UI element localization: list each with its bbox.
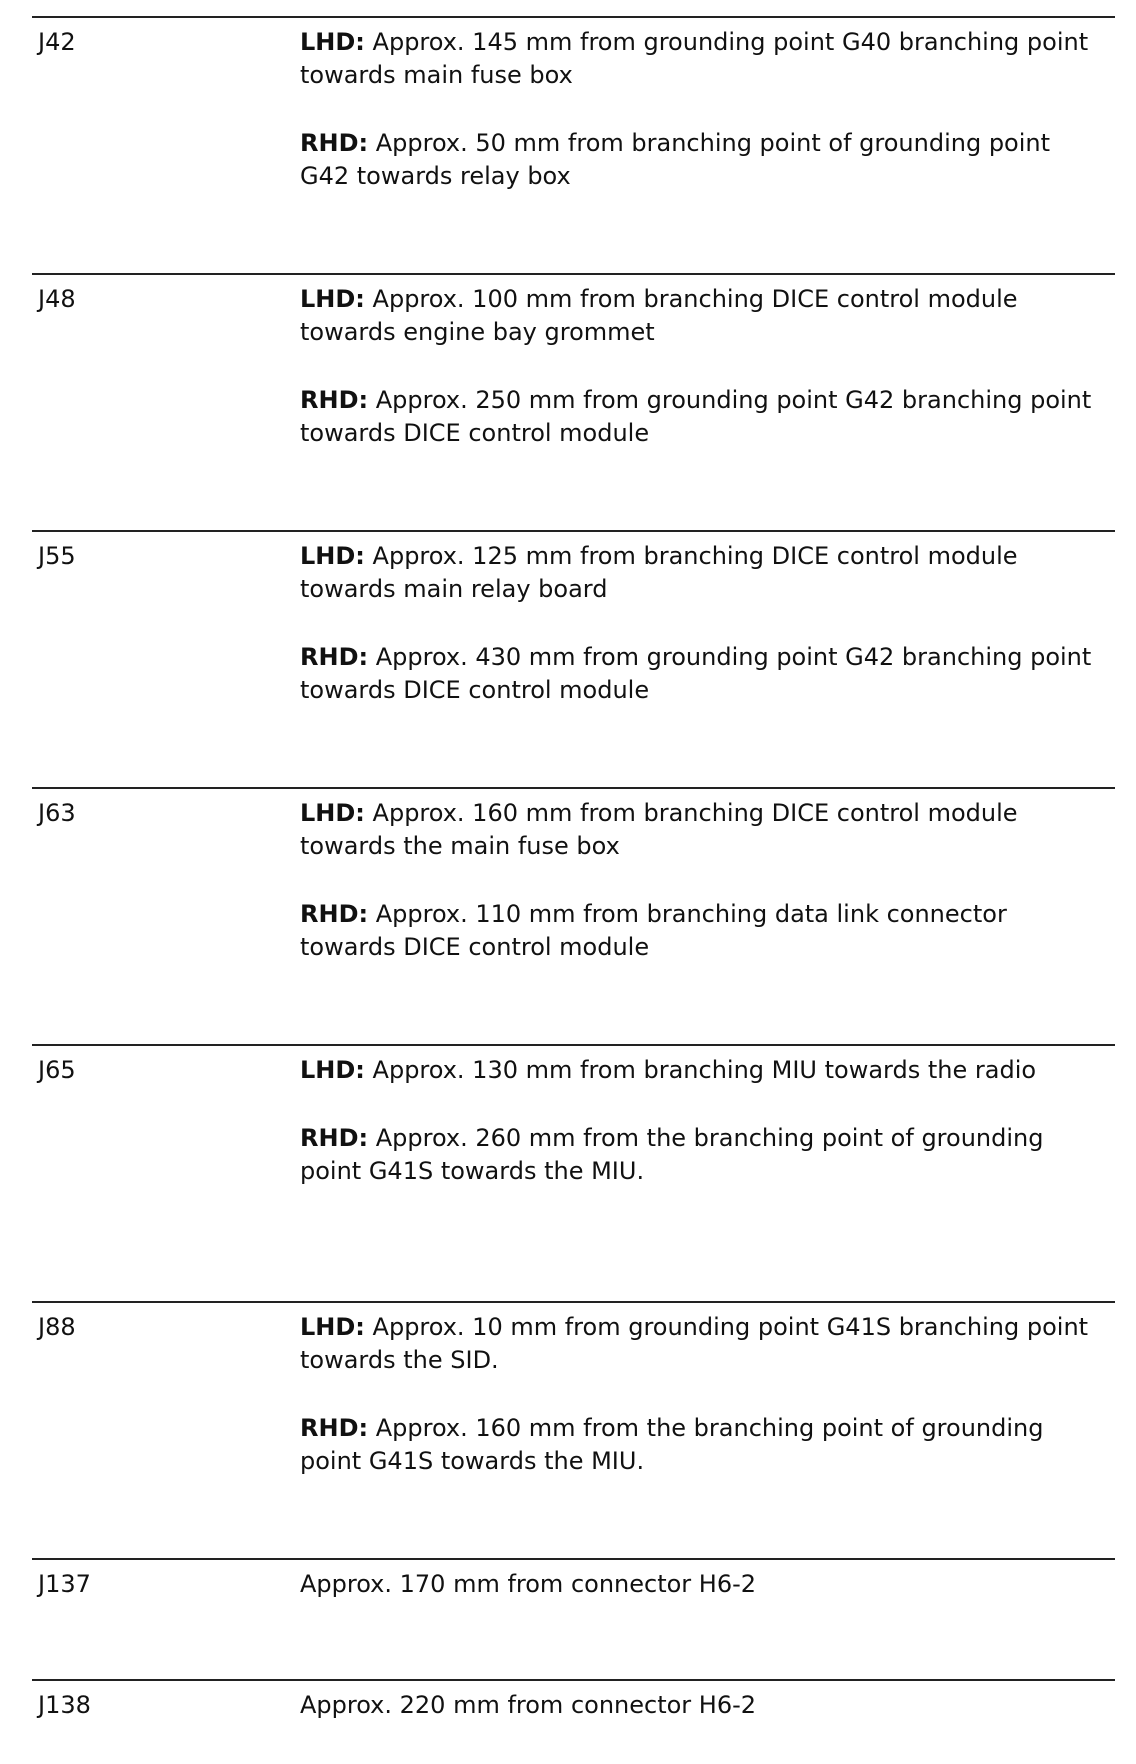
splice-id: J88 xyxy=(38,1313,76,1341)
splice-description xyxy=(300,283,1100,450)
splice-id: J48 xyxy=(38,285,76,313)
rhd-paragraph xyxy=(300,1122,1100,1188)
rhd-label: RHD: xyxy=(300,386,369,414)
rhd-paragraph xyxy=(300,641,1100,707)
rhd-label: RHD: xyxy=(300,900,369,928)
splice-id: J65 xyxy=(38,1056,76,1084)
lhd-label: LHD: xyxy=(300,799,365,827)
splice-description xyxy=(300,1054,1100,1188)
splice-id: J137 xyxy=(38,1570,91,1598)
table-row xyxy=(32,1558,1115,1679)
location-text: Approx. 170 mm from connector H6-2 xyxy=(300,1570,757,1598)
lhd-text: Approx. 160 mm from branching DICE control module towards the main fuse box xyxy=(300,799,1018,860)
table-row xyxy=(32,16,1115,273)
lhd-label: LHD: xyxy=(300,1056,365,1084)
lhd-text: Approx. 130 mm from branching MIU towards the radio xyxy=(364,1056,1037,1084)
lhd-text: Approx. 145 mm from grounding point G40 branching point towards main fuse box xyxy=(300,28,1089,89)
rhd-text: Approx. 430 mm from grounding point G42 branching point towards DICE control module xyxy=(300,643,1092,704)
rhd-text: Approx. 260 mm from the branching point of grounding point G41S towards the MIU. xyxy=(300,1124,1044,1185)
location-text: Approx. 220 mm from connector H6-2 xyxy=(300,1691,757,1719)
table-row xyxy=(32,530,1115,787)
lhd-label: LHD: xyxy=(300,542,365,570)
table-row xyxy=(32,1301,1115,1558)
splice-description xyxy=(300,797,1100,964)
lhd-paragraph xyxy=(300,1311,1100,1377)
lhd-label: LHD: xyxy=(300,28,365,56)
rhd-label: RHD: xyxy=(300,1124,369,1152)
rhd-label: RHD: xyxy=(300,643,369,671)
lhd-text: Approx. 125 mm from branching DICE control module towards main relay board xyxy=(300,542,1018,603)
rhd-paragraph xyxy=(300,384,1100,450)
lhd-text: Approx. 100 mm from branching DICE control module towards engine bay grommet xyxy=(300,285,1018,346)
splice-description xyxy=(300,540,1100,707)
table-row xyxy=(32,273,1115,530)
rhd-paragraph xyxy=(300,1412,1100,1478)
rhd-label: RHD: xyxy=(300,129,369,157)
splice-description xyxy=(300,1689,1100,1722)
splice-location-table xyxy=(32,16,1115,1749)
table-row xyxy=(32,1044,1115,1301)
rhd-text: Approx. 110 mm from branching data link connector towards DICE control module xyxy=(300,900,1007,961)
splice-id: J55 xyxy=(38,542,76,570)
lhd-label: LHD: xyxy=(300,285,365,313)
rhd-text: Approx. 250 mm from grounding point G42 branching point towards DICE control module xyxy=(300,386,1092,447)
rhd-text: Approx. 160 mm from the branching point of grounding point G41S towards the MIU. xyxy=(300,1414,1044,1475)
splice-description xyxy=(300,26,1100,193)
splice-description xyxy=(300,1311,1100,1478)
rhd-label: RHD: xyxy=(300,1414,369,1442)
rhd-paragraph xyxy=(300,127,1100,193)
table-row xyxy=(32,1679,1115,1749)
lhd-paragraph xyxy=(300,540,1100,606)
lhd-paragraph xyxy=(300,1054,1100,1087)
rhd-text: Approx. 50 mm from branching point of grounding point G42 towards relay box xyxy=(300,129,1051,190)
rhd-paragraph xyxy=(300,898,1100,964)
lhd-paragraph xyxy=(300,26,1100,92)
splice-id: J63 xyxy=(38,799,76,827)
lhd-paragraph xyxy=(300,797,1100,863)
lhd-text: Approx. 10 mm from grounding point G41S branching point towards the SID. xyxy=(300,1313,1089,1374)
table-row xyxy=(32,787,1115,1044)
splice-id: J42 xyxy=(38,28,76,56)
splice-description xyxy=(300,1568,1100,1601)
splice-id: J138 xyxy=(38,1691,91,1719)
lhd-paragraph xyxy=(300,283,1100,349)
lhd-label: LHD: xyxy=(300,1313,365,1341)
